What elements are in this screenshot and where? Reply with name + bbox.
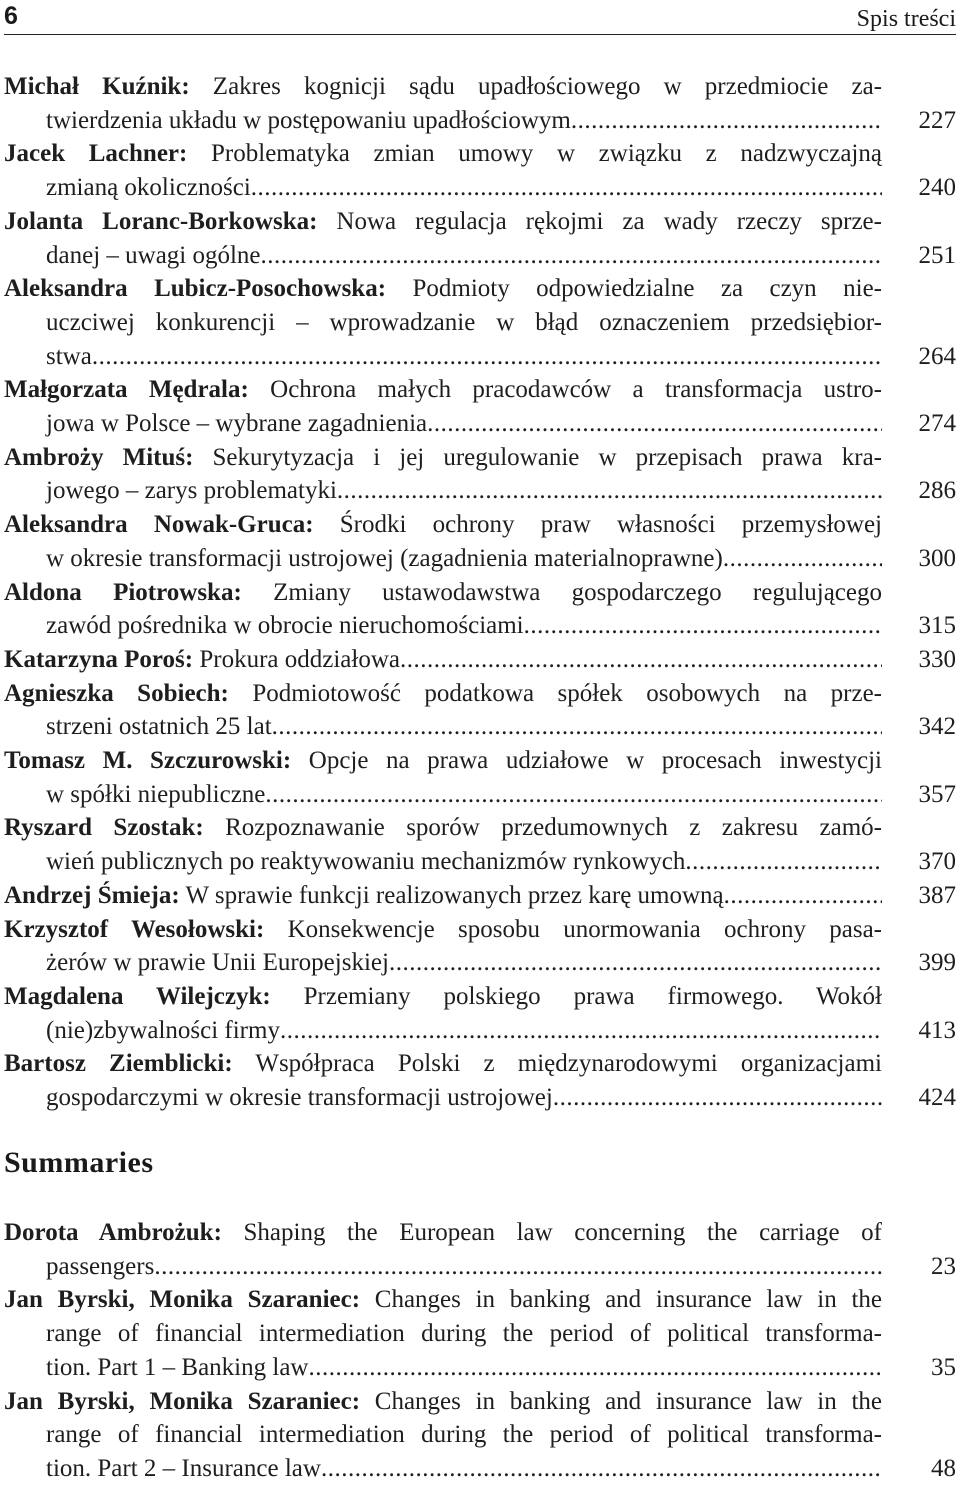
toc-author: Jan Byrski, Monika Szaraniec: [4,1387,361,1415]
toc-title-text: Podmiotowość podatkowa spółek osobowych na prze- [228,679,882,707]
toc-entry-first-line [4,272,882,306]
toc-entry-last-line [4,1250,882,1284]
toc-page-number: 300 [918,544,956,572]
toc-entry-first-line [4,441,882,475]
toc-entry-title [4,643,400,677]
toc-author: Małgorzata Mędrala: [4,376,249,404]
toc-entry-text [4,205,882,272]
toc-entry-last-line [4,171,882,205]
toc-title-text: zmianą okoliczności [46,174,251,202]
toc-page-number: 48 [931,1454,956,1482]
toc-entry [4,744,956,811]
dot-leader [308,1351,882,1385]
dot-leader [92,340,882,374]
toc-entry-text [4,272,882,373]
toc-title-text: zawód pośrednika w obrocie nieruchomościami [46,612,524,640]
summaries-heading: Summaries [4,1146,154,1179]
dot-leader [553,1081,882,1115]
toc-entry [4,373,956,440]
toc-entry-text [4,1047,882,1114]
dot-leader [723,542,882,576]
toc-entry-continuation: range of financial intermediation during the period of political transforma- [46,1320,882,1348]
toc-title-text: Shaping the European law concerning the carriage of [221,1219,882,1246]
toc-entry [4,272,956,373]
toc-entry-last-line [4,542,882,576]
dot-leader [261,239,882,273]
toc-entry-text [4,137,882,204]
dot-leader [400,643,882,677]
toc-entry-last-line [4,710,882,744]
toc-entry-last-line [4,609,882,643]
toc-entry-first-line [4,1216,882,1250]
toc-entry-continuation: range of financial intermediation during the period of political transforma- [46,1421,882,1449]
toc-entry-text [4,373,882,440]
toc-title-text: Prokura oddziałowa [193,645,400,673]
toc-author: Michał Kuźnik: [4,73,190,100]
toc-page-number: 370 [918,848,956,876]
toc-entry-last-line [4,845,882,879]
toc-entry [4,441,956,508]
toc-author: Aleksandra Nowak-Gruca: [4,511,314,539]
toc-entry-text [4,1283,882,1384]
toc-entry-text [4,811,882,878]
toc-entry-first-line [4,980,882,1014]
toc-page-number: 274 [918,410,956,438]
dot-leader [272,710,882,744]
toc-entry-last-line [4,340,882,374]
toc-title-text: Przemiany polskiego prawa firmowego. Wokół [270,982,883,1010]
toc-entry-first-line [4,1047,882,1081]
toc-page-number: 424 [918,1084,956,1112]
toc-author: Ryszard Szostak: [4,814,204,842]
toc-title-text: Współpraca Polski z międzynarodowymi organizacjami [232,1050,882,1078]
toc-title-text: Nowa regulacja rękojmi za wady rzeczy sprze- [317,207,882,235]
toc-title-text: w spółki niepubliczne [46,780,266,808]
toc-entry-last-line [4,407,882,441]
toc-title-text: passengers [46,1252,155,1280]
toc-author: Agnieszka Sobiech: [4,679,229,707]
dot-leader [724,879,882,913]
toc-entry-last-line [4,104,882,138]
toc-entry-text [4,677,882,744]
running-header [4,0,956,35]
toc-entry [4,879,956,913]
toc-entry-last-line [4,474,882,508]
toc-title-text: Środki ochrony praw własności przemysłowej [313,511,882,539]
toc-entry-last-line [4,778,882,812]
toc-entry [4,811,956,878]
toc-entry-last-line [4,1452,882,1486]
toc-page-number: 330 [918,645,956,673]
toc-title-text: W sprawie funkcji realizowanych przez karę umowną [179,881,724,909]
toc-entry-first-line [4,677,882,711]
toc-entry-text [4,744,882,811]
toc-title-text: żerów w prawie Unii Europejskiej [46,949,389,977]
toc-entry-first-line [4,508,882,542]
toc-author: Tomasz M. Szczurowski: [4,747,292,775]
toc-entry-line [4,879,882,913]
toc-title-text: Konsekwencje sposobu unormowania ochrony pasa- [264,915,883,943]
dot-leader [571,104,882,138]
toc-page-number: 264 [918,342,956,370]
toc-entry-last-line [4,1014,882,1048]
dot-leader [265,778,882,812]
dot-leader [524,609,882,643]
toc-title-text: Changes in banking and insurance law in the [360,1387,882,1415]
toc-entry [4,980,956,1047]
toc-entry [4,508,956,575]
dot-leader [321,1452,882,1486]
toc-author: Bartosz Ziemblicki: [4,1050,233,1078]
toc-entry-first-line [4,1385,882,1419]
toc-title-text: wień publicznych po reaktywowaniu mechanizmów rynkowych [46,848,686,876]
page-number: 6 [4,2,18,30]
dot-leader [389,946,882,980]
toc-entry [4,913,956,980]
dot-leader [427,407,882,441]
toc-entry-text [4,508,882,575]
toc-title-text: stwa [46,342,92,370]
toc-page-number: 286 [918,477,956,505]
toc-title-text: Sekurytyzacja i jej uregulowanie w przepisach prawa kra- [193,443,882,471]
toc-entry [4,677,956,744]
dot-leader [280,1014,882,1048]
toc-page-number: 251 [918,241,956,269]
toc-author: Krzysztof Wesołowski: [4,915,265,943]
toc-entry [4,1047,956,1114]
toc-entry [4,70,956,137]
toc-entry [4,1385,956,1486]
toc-author: Jolanta Loranc-Borkowska: [4,207,318,235]
toc-page-number: 387 [918,881,956,909]
toc-author: Katarzyna Poroś: [4,645,194,673]
toc-entry-text [4,980,882,1047]
toc-page-number: 227 [918,106,956,134]
toc-title-text: Zmiany ustawodawstwa gospodarczego regulującego [241,578,882,606]
toc-entry-text [4,879,882,913]
toc-title-text: Problematyka zmian umowy w związku z nadzwyczajną [187,140,882,168]
toc-author: Dorota Ambrożuk: [4,1219,222,1246]
toc-entry-last-line [4,1351,882,1385]
toc-entry-first-line [4,913,882,947]
toc-title-text: (nie)zbywalności firmy [46,1016,280,1044]
toc-title-text: w okresie transformacji ustrojowej (zagadnienia materialnoprawne) [46,544,723,572]
toc-entry-first-line [4,205,882,239]
toc-entry-first-line [4,70,882,104]
toc-entry [4,137,956,204]
toc-author: Aleksandra Lubicz-Posochowska: [4,275,387,303]
toc-title-text: twierdzenia układu w postępowaniu upadłościowym [46,106,571,134]
toc-page-number: 35 [931,1353,956,1381]
toc-author: Ambroży Mituś: [4,443,194,471]
toc-entry [4,643,956,677]
toc-title-text: jowa w Polsce – wybrane zagadnienia [46,410,428,438]
toc-entry-text [4,1385,882,1486]
toc-entry-continuation: uczciwej konkurencji – wprowadzanie w błąd oznaczeniem przedsiębior- [46,308,882,336]
toc-entry-last-line [4,1081,882,1115]
toc-title-text: strzeni ostatnich 25 lat [46,713,272,741]
toc-entry-first-line [4,1283,882,1317]
toc-page-number: 357 [918,780,956,808]
toc-entry-last-line [4,946,882,980]
toc-entry-title [4,879,724,913]
toc-entry-text [4,1216,882,1283]
toc-entry-first-line [4,576,882,610]
toc-entry [4,576,956,643]
toc-page-number: 23 [931,1252,956,1280]
toc-entry-text [4,913,882,980]
summaries-list [4,1216,956,1486]
toc-author: Aldona Piotrowska: [4,578,242,606]
toc-entry [4,1216,956,1283]
table-of-contents [4,70,956,1115]
toc-entry-text [4,70,882,137]
toc-page-number: 315 [918,612,956,640]
toc-title-text: Zakres kognicji sądu upadłościowego w przedmiocie za- [189,73,882,100]
toc-entry-line [4,643,882,677]
toc-entry-text [4,576,882,643]
toc-title-text: tion. Part 2 – Insurance law [46,1454,321,1482]
toc-title-text: Opcje na prawa udziałowe w procesach inwestycji [291,747,882,775]
toc-author: Jan Byrski, Monika Szaraniec: [4,1286,361,1314]
toc-entry-last-line [4,239,882,273]
dot-leader [251,171,882,205]
toc-entry-first-line [4,373,882,407]
toc-title-text: gospodarczymi w okresie transformacji ustrojowej [46,1084,553,1112]
toc-title-text: tion. Part 1 – Banking law [46,1353,309,1381]
toc-page-number: 240 [918,174,956,202]
dot-leader [154,1250,882,1284]
toc-author: Jacek Lachner: [4,140,188,168]
dot-leader [685,845,882,879]
toc-entry [4,205,956,272]
toc-author: Andrzej Śmieja: [4,881,180,909]
toc-entry-first-line [4,744,882,778]
toc-entry-first-line [4,137,882,171]
toc-page-number: 413 [918,1016,956,1044]
toc-title-text: Rozpoznawanie sporów przedumownych z zakresu zamó- [203,814,882,842]
dot-leader [337,474,882,508]
toc-title-text: danej – uwagi ogólne [46,241,261,269]
toc-author: Magdalena Wilejczyk: [4,982,271,1010]
toc-page-number: 399 [918,949,956,977]
toc-entry [4,1283,956,1384]
running-section-title: Spis treści [856,6,956,32]
toc-entry-first-line [4,811,882,845]
toc-entry-text [4,643,882,677]
toc-title-text: Podmioty odpowiedzialne za czyn nie- [386,275,882,303]
toc-entry-text [4,441,882,508]
toc-title-text: jowego – zarys problematyki [46,477,337,505]
toc-page-number: 342 [918,713,956,741]
toc-title-text: Changes in banking and insurance law in the [360,1286,882,1314]
toc-title-text: Ochrona małych pracodawców a transformacja ustro- [248,376,883,404]
